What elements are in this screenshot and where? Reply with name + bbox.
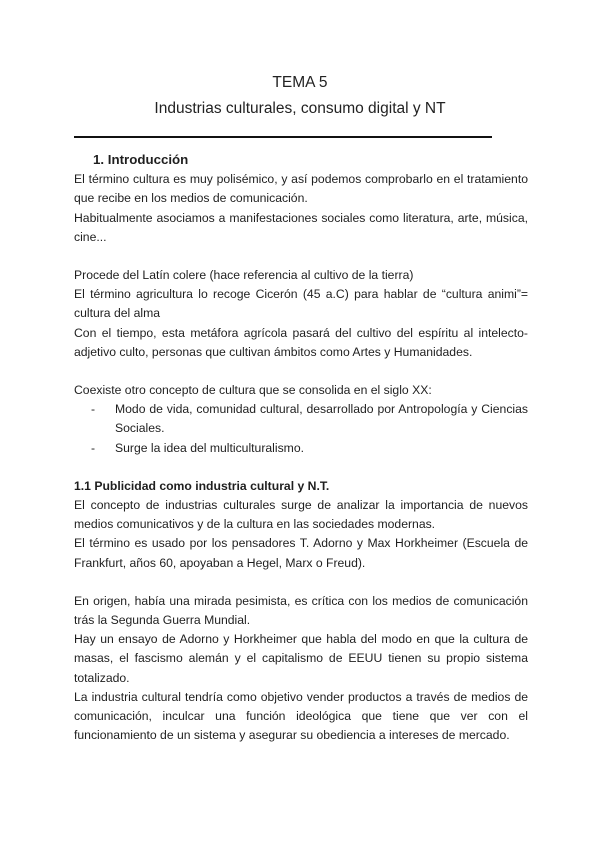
paragraph: El concepto de industrias culturales surge de analizar la importancia de nuevos medios comunicativos y de la cultura en las sociedades modernas. <box>74 498 528 532</box>
paragraph: Coexiste otro concepto de cultura que se consolida en el siglo XX: <box>74 383 432 398</box>
bullet-dash: - <box>91 402 96 417</box>
section-heading-publicidad: 1.1 Publicidad como industria cultural y N.T. <box>74 478 330 493</box>
paragraph: El término cultura es muy polisémico, y así podemos comprobarlo en el tratamiento que recibe en los medios de comunicación. <box>74 172 528 206</box>
spacer <box>74 458 528 477</box>
paragraph: En origen, había una mirada pesimista, es crítica con los medios de comunicación trás la Segunda Guerra Mundial. <box>74 593 528 628</box>
list-item <box>74 400 528 438</box>
paragraph: Habitualmente asociamos a manifestaciones sociales como literatura, arte, música, cine... <box>74 210 528 244</box>
list-item <box>74 439 528 458</box>
list-item-text: Modo de vida, comunidad cultural, desarrollado por Antropología y Ciencias Sociales. <box>115 402 528 436</box>
paragraph: El término es usado por los pensadores T. Adorno y Max Horkheimer (Escuela de Frankfurt, años 60, apoyaban a Hegel, Marx o Freud). <box>74 536 528 570</box>
spacer <box>74 362 528 381</box>
document-body <box>74 150 528 745</box>
document-subtitle: Industrias culturales, consumo digital y NT <box>154 100 446 117</box>
paragraph: Hay un ensayo de Adorno y Horkheimer que habla del modo en que la cultura de masas, el fascismo alemán y el capitalismo de EEUU tienen su propio sistema totalizado. <box>74 632 528 685</box>
document-title: TEMA 5 <box>272 74 328 91</box>
list-item-text: Surge la idea del multiculturalismo. <box>115 440 304 455</box>
paragraph: El término agricultura lo recoge Cicerón (45 a.C) para hablar de “cultura animi”= cultura del alma <box>74 287 528 321</box>
spacer <box>74 247 528 266</box>
paragraph: Procede del Latín colere (hace referencia al cultivo de la tierra) <box>74 268 414 283</box>
section-heading-introduccion: 1. Introducción <box>93 152 189 167</box>
spacer <box>74 573 528 592</box>
bullet-dash: - <box>91 440 96 455</box>
paragraph: Con el tiempo, esta metáfora agrícola pasará del cultivo del espíritu al intelecto-adjetivo culto, personas que cultivan ámbitos como Artes y Humanidades. <box>74 325 528 359</box>
paragraph: La industria cultural tendría como objetivo vender productos a través de medios de comunicación, inculcar una función ideológica que tiene que ver con el funcionamiento de un sistema y asegurar su obediencia a intereses de mercado. <box>74 689 528 743</box>
title-divider <box>74 136 492 138</box>
